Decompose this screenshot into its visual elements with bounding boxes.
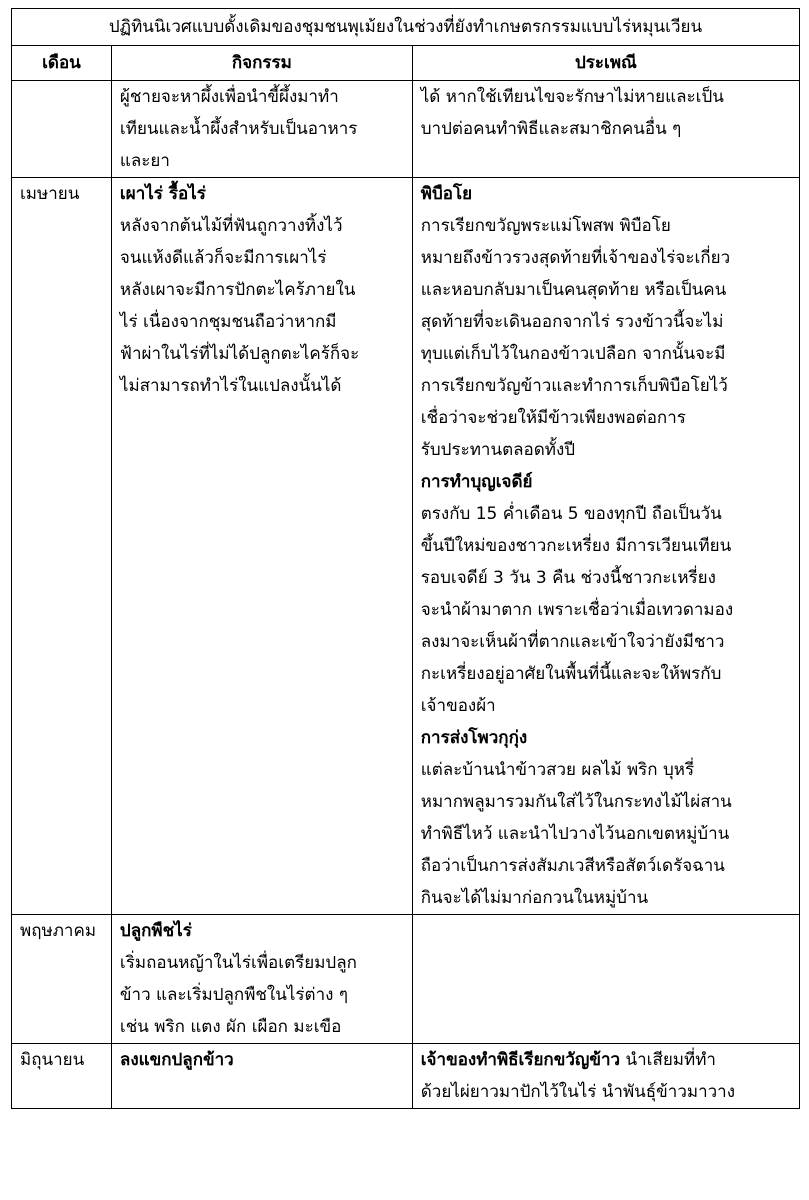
month-cell-april: เมษายน bbox=[12, 178, 112, 915]
tradition-line: สุดท้ายที่จะเดินออกจากไร่ รวงข้าวนี้จะไม่ bbox=[420, 312, 724, 332]
tradition-line: ลงมาจะเห็นผ้าที่ตากและเข้าใจว่ายังมีชาว bbox=[420, 632, 725, 652]
month-cell-may: พฤษภาคม bbox=[12, 915, 112, 1044]
tradition-line-rest: นำเสียมที่ทำ bbox=[620, 1050, 716, 1070]
activity-line: หลังจากต้นไม้ที่ฟันถูกวางทิ้งไว้ bbox=[119, 216, 343, 236]
activity-line: ไม่สามารถทำไร่ในแปลงนั้นได้ bbox=[119, 376, 342, 396]
tradition-line: บาปต่อคนทำพิธีและสมาชิกคนอื่น ๆ bbox=[420, 119, 682, 139]
tradition-heading: พิบือโย bbox=[420, 184, 473, 204]
tradition-line: ถือว่าเป็นการส่งสัมภเวสีหรือสัตว์เดรัจฉาน bbox=[420, 856, 725, 876]
activity-line: หลังเผาจะมีการปักตะไคร้ภายใน bbox=[119, 280, 356, 300]
table-row-april bbox=[12, 178, 800, 915]
tradition-line: เชื่อว่าจะช่วยให้มีข้าวเพียงพอต่อการ bbox=[420, 408, 686, 428]
page-bottom-edge bbox=[0, 1196, 809, 1200]
activity-line: เช่น พริก แตง ผัก เผือก มะเขือ bbox=[119, 1017, 342, 1037]
eco-calendar-table bbox=[11, 8, 800, 1109]
activity-heading: ปลูกพืชไร่ bbox=[119, 921, 192, 941]
activity-line: ข้าว และเริ่มปลูกพืชในไร่ต่าง ๆ bbox=[119, 985, 348, 1005]
table-row-june bbox=[12, 1044, 800, 1109]
tradition-line: ตรงกับ 15 ค่ำเดือน 5 ของทุกปี ถือเป็นวัน bbox=[420, 504, 722, 524]
activity-line: ฟ้าผ่าในไร่ที่ไม่ได้ปลูกตะไคร้ก็จะ bbox=[119, 344, 360, 364]
tradition-line: จะนำผ้ามาตาก เพราะเชื่อว่าเมื่อเทวดามอง bbox=[420, 600, 734, 620]
tradition-line: ทุบแต่เก็บไว้ในกองข้าวเปลือก จากนั้นจะมี bbox=[420, 344, 726, 364]
tradition-line: รอบเจดีย์ 3 วัน 3 คืน ช่วงนี้ชาวกะเหรี่ยง bbox=[420, 568, 716, 588]
tradition-heading: การทำบุญเจดีย์ bbox=[420, 472, 533, 492]
tradition-line: ด้วยไผ่ยาวมาปักไว้ในไร่ นำพันธุ์ข้าวมาวาง bbox=[420, 1082, 736, 1102]
tradition-line: ทำพิธีไหว้ และนำไปวางไว้นอกเขตหมู่บ้าน bbox=[420, 824, 730, 844]
month-cell-june: มิถุนายน bbox=[12, 1044, 112, 1109]
table-row-continuation bbox=[12, 81, 800, 178]
header-activity: กิจกรรม bbox=[111, 46, 412, 81]
tradition-line: การเรียกขวัญข้าวและทำการเก็บพิบือโยไว้ bbox=[420, 376, 728, 396]
tradition-cell-empty bbox=[412, 915, 799, 1044]
tradition-cell bbox=[412, 81, 799, 178]
table-title: ปฏิทินนิเวศแบบดั้งเดิมของชุมชนพุเม้ยงในช่วงที่ยังทำเกษตรกรรมแบบไร่หมุนเวียน bbox=[12, 9, 800, 46]
tradition-line: หมากพลูมารวมกันใส่ไว้ในกระทงไม้ไผ่สาน bbox=[420, 792, 732, 812]
tradition-cell bbox=[412, 1044, 799, 1109]
tradition-line: ได้ หากใช้เทียนไขจะรักษาไม่หายและเป็น bbox=[420, 87, 724, 107]
tradition-heading: การส่งโพวกุกุ่ง bbox=[420, 728, 528, 748]
tradition-line: รับประทานตลอดทั้งปี bbox=[420, 440, 576, 460]
tradition-line: แต่ละบ้านนำข้าวสวย ผลไม้ พริก บุหรี่ bbox=[420, 760, 695, 780]
activity-cell bbox=[111, 1044, 412, 1109]
tradition-line: และหอบกลับมาเป็นคนสุดท้าย หรือเป็นคน bbox=[420, 280, 727, 300]
activity-line: ผู้ชายจะหาผึ้งเพื่อนำขี้ผึ้งมาทำ bbox=[119, 87, 339, 107]
activity-line: เริ่มถอนหญ้าในไร่เพื่อเตรียมปลูก bbox=[119, 953, 357, 973]
activity-heading: เผาไร่ รื้อไร่ bbox=[119, 184, 206, 204]
tradition-line: ขึ้นปีใหม่ของชาวกะเหรี่ยง มีการเวียนเทียน bbox=[420, 536, 732, 556]
tradition-line: หมายถึงข้าวรวงสุดท้ายที่เจ้าของไร่จะเกี่ยว bbox=[420, 248, 731, 268]
tradition-cell bbox=[412, 178, 799, 915]
activity-line: และยา bbox=[119, 151, 170, 171]
activity-line: จนแห้งดีแล้วก็จะมีการเผาไร่ bbox=[119, 248, 327, 268]
tradition-line: กินจะได้ไม่มาก่อกวนในหมู่บ้าน bbox=[420, 888, 649, 908]
header-tradition: ประเพณี bbox=[412, 46, 799, 81]
activity-cell bbox=[111, 178, 412, 915]
activity-line: ไร่ เนื่องจากชุมชนถือว่าหากมี bbox=[119, 312, 337, 332]
activity-cell bbox=[111, 915, 412, 1044]
table-header-row bbox=[12, 46, 800, 81]
tradition-heading-inline: เจ้าของทำพิธีเรียกขวัญข้าว bbox=[420, 1050, 621, 1070]
month-cell bbox=[12, 81, 112, 178]
tradition-line: กะเหรี่ยงอยู่อาศัยในพื้นที่นี้และจะให้พรกับ bbox=[420, 664, 722, 684]
activity-heading: ลงแขกปลูกข้าว bbox=[119, 1050, 234, 1070]
tradition-line-first bbox=[421, 1044, 791, 1076]
activity-cell bbox=[111, 81, 412, 178]
tradition-line: การเรียกขวัญพระแม่โพสพ พิบือโย bbox=[420, 216, 671, 236]
tradition-line: เจ้าของผ้า bbox=[420, 696, 496, 716]
table-row-may bbox=[12, 915, 800, 1044]
header-month: เดือน bbox=[12, 46, 112, 81]
table-title-row bbox=[12, 9, 800, 46]
activity-line: เทียนและน้ำผึ้งสำหรับเป็นอาหาร bbox=[119, 119, 358, 139]
